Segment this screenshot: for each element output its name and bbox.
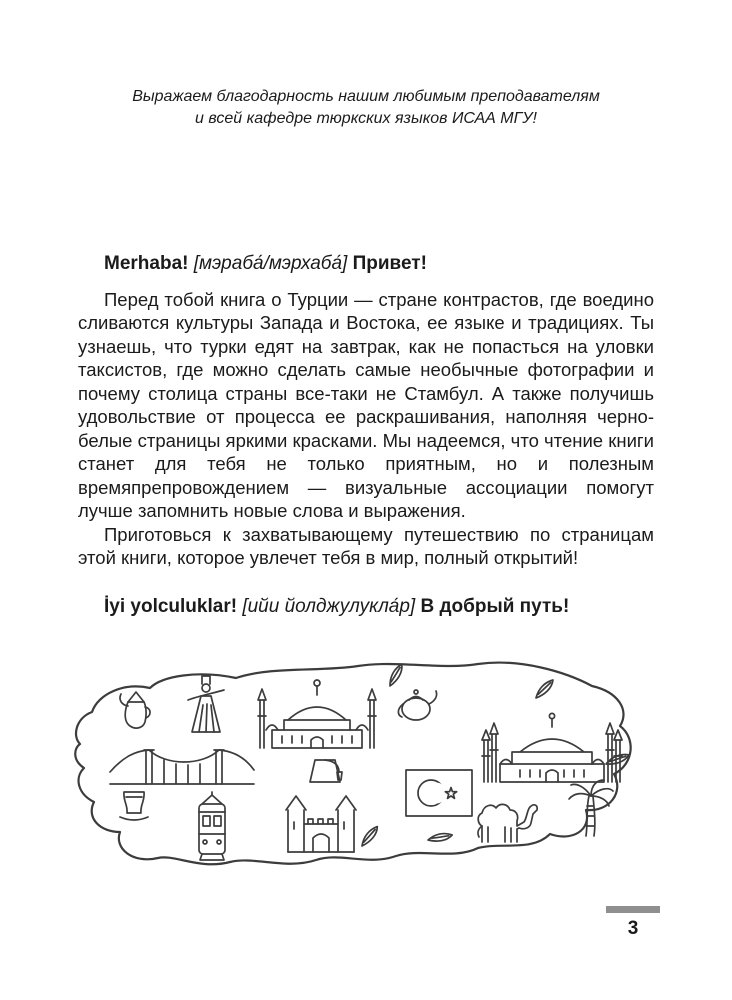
closing-paragraph: Приготовься к захватывающему путешествию по страницам этой книги, которое увлечет тебя в мир, полный открытий! — [78, 523, 654, 568]
turkey-map-illustration — [58, 644, 638, 892]
bosphorus-bridge-icon — [110, 750, 254, 784]
main-text — [78, 252, 654, 618]
greeting-line — [78, 252, 654, 276]
coffee-pot-icon — [120, 692, 150, 728]
turkish-flag-icon — [406, 770, 472, 816]
fortress-gate-icon — [286, 796, 356, 852]
farewell-transcription: [ийи йолджулукла́р] — [242, 595, 416, 617]
dedication-line-2: и всей кафедре тюркских языков ИСАА МГУ! — [195, 110, 537, 127]
leaf-icon — [358, 827, 382, 846]
greeting-transcription: [мэраба́/мэрхаба́] — [193, 253, 348, 274]
hagia-sophia-icon — [258, 680, 376, 748]
page-number: 3 — [627, 918, 639, 939]
leaf-icon — [533, 680, 557, 698]
farewell-turkish: İyi yolculuklar! — [104, 595, 238, 617]
camel-icon — [478, 804, 537, 842]
teapot-icon — [398, 690, 436, 720]
footer-bar — [606, 906, 660, 913]
farewell-line — [78, 595, 654, 619]
blue-mosque-icon — [482, 713, 622, 782]
greeting-turkish: Merhaba! — [104, 253, 189, 274]
dedication-line-1: Выражаем благодарность нашим любимым преподавателям — [132, 88, 600, 105]
farewell-russian: В добрый путь! — [420, 595, 570, 617]
leaf-icon — [428, 828, 452, 847]
intro-paragraph: Перед тобой книга о Турции — стране контрастов, где воедино сливаются культуры Запада и Востока, ее языке и традициях. Ты узнаешь, что турки едят на завтрак, как не попасться на уловки таксистов, где можно сделать самые необычные фотографии и почему столица страны все-таки не Стамбул. А также получишь удовольствие от процесса ее раскрашивания, наполняя черно-белые страницы яркими красками. Мы надеемся, что чтение книги станет для тебя не только приятным, но и полезным времяпрепровождением — визуальные ассоциации помогут лучше запомнить новые слова и выражения. — [78, 288, 654, 521]
page-footer — [606, 906, 660, 940]
flag-star — [445, 788, 456, 799]
turkey-map-svg — [58, 644, 638, 892]
dervish-icon — [188, 676, 224, 732]
leaf-icon — [384, 664, 409, 686]
tea-glass-icon — [120, 792, 148, 820]
dedication — [0, 0, 732, 130]
tram-icon — [199, 792, 225, 860]
palm-tree-icon — [569, 780, 613, 836]
fez-icon — [310, 760, 342, 782]
greeting-russian: Привет! — [352, 253, 427, 274]
